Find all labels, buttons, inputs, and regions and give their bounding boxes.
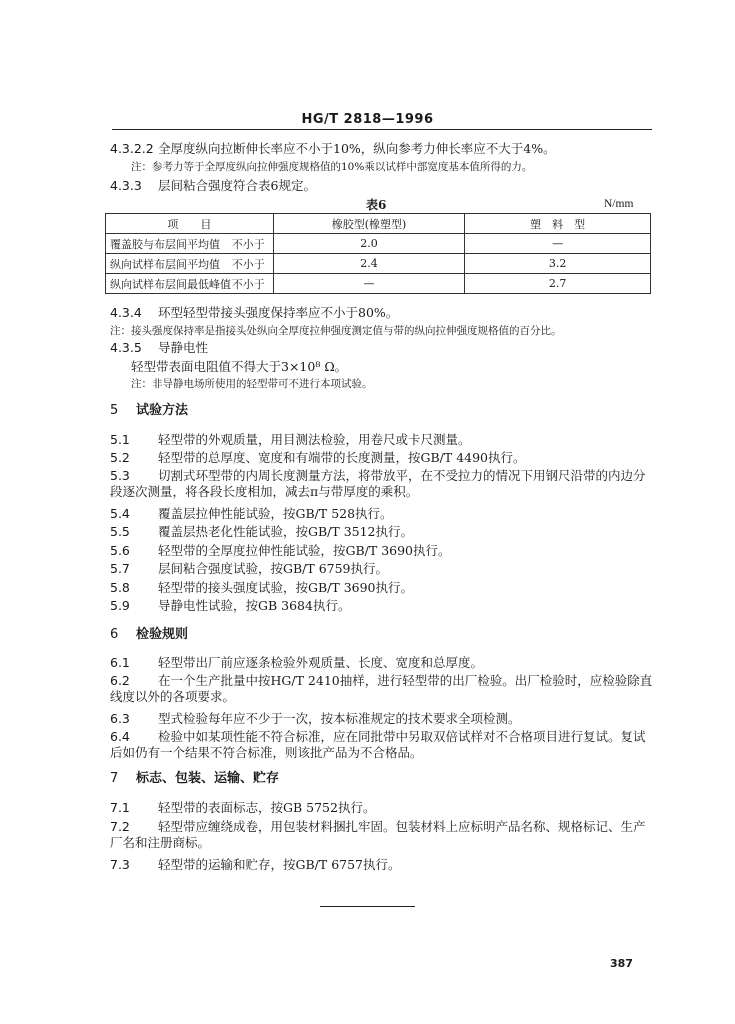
clause-5-1 <box>110 432 471 448</box>
clause-number: 6.3 <box>110 711 130 726</box>
clause-5-5 <box>110 524 413 540</box>
clause-number: 5.1 <box>110 432 130 447</box>
row-limit: 不小于 <box>231 237 265 251</box>
clause-text: 型式检验每年应不少于一次，按本标准规定的技术要求全项检测。 <box>158 711 521 726</box>
clause-number: 6.1 <box>110 655 130 670</box>
clause-7-3 <box>110 857 401 873</box>
clause-text: 轻型带的总厚度、宽度和有端带的长度测量，按GB/T 4490执行。 <box>158 450 526 465</box>
clause-text: 环型轻型带接头强度保持率应不小于80%。 <box>158 305 399 320</box>
page-number: 387 <box>610 957 633 970</box>
clause-7-1 <box>110 800 375 816</box>
clause-number: 7.2 <box>110 819 130 834</box>
table-header-row <box>106 214 651 234</box>
clause-number: 5.8 <box>110 580 130 595</box>
clause-text: 轻型带的运输和贮存，按GB/T 6757执行。 <box>158 857 401 872</box>
clause-text: 切割式环型带的内周长度测量方法，将带放平，在不受拉力的情况下用钢尺沿带的内边分段逐次测量，将各段长度相加，减去π与带厚度的乘积。 <box>110 468 646 499</box>
clause-text: 在一个生产批量中按HG/T 2410抽样，进行轻型带的出厂检验。出厂检验时，应检验除直线度以外的各项要求。 <box>110 673 653 704</box>
section-number: 7 <box>110 771 119 786</box>
clause-number: 5.9 <box>110 598 130 613</box>
clause-text: 检验中如某项性能不符合标准，应在同批带中另取双倍试样对不合格项目进行复试。复试后如仍有一个结果不符合标准，则该批产品为不合格品。 <box>110 729 646 760</box>
section-title: 标志、包装、运输、贮存 <box>136 771 280 786</box>
row-item: 覆盖胶与布层间平均值 <box>110 237 220 251</box>
row-limit: 不小于 <box>231 277 265 291</box>
cell-plastic: 3.2 <box>465 254 651 274</box>
clause-5-2 <box>110 450 526 466</box>
cell-plastic: — <box>465 234 651 254</box>
clause-text: 轻型带应缠绕成卷，用包装材料捆扎牢固。包装材料上应标明产品名称、规格标记、生产厂名和注册商标。 <box>110 819 646 850</box>
col-header-plastic: 塑 料 型 <box>465 214 651 234</box>
clause-text: 覆盖层热老化性能试验，按GB/T 3512执行。 <box>158 524 414 539</box>
clause-text: 导静电性 <box>158 340 209 355</box>
section-number: 6 <box>110 627 119 642</box>
clause-6-2 <box>110 673 655 705</box>
cell-rubber: 2.4 <box>273 254 465 274</box>
clause-5-3 <box>110 468 655 500</box>
clause-4-3-2-2 <box>110 141 556 157</box>
clause-number: 6.2 <box>110 673 130 688</box>
clause-text: 层间粘合强度符合表6规定。 <box>158 178 316 193</box>
table-unit: N/mm <box>604 198 634 210</box>
clause-4-3-5-body: 轻型带表面电阻值不得大于3×10⁸ Ω。 <box>131 359 348 374</box>
clause-text: 层间粘合强度试验，按GB/T 6759执行。 <box>158 561 389 576</box>
table-caption: 表6 <box>366 198 387 212</box>
clause-number: 7.3 <box>110 857 130 872</box>
cell-plastic: 2.7 <box>465 274 651 294</box>
clause-number: 4.3.3 <box>110 178 142 193</box>
clause-number: 6.4 <box>110 729 130 744</box>
clause-number: 5.6 <box>110 543 130 558</box>
clause-5-6 <box>110 543 451 559</box>
clause-text: 轻型带的表面标志，按GB 5752执行。 <box>158 800 376 815</box>
clause-text: 轻型带的接头强度试验，按GB/T 3690执行。 <box>158 580 414 595</box>
note-4-3-2-2: 注：参考力等于全厚度纵向拉伸强度规格值的10%乘以试样中部宽度基本值所得的力。 <box>131 161 533 173</box>
note-4-3-4: 注：接头强度保持率是指接头处纵向全厚度拉伸强度测定值与带的纵向拉伸强度规格值的百分比。 <box>110 325 562 337</box>
clause-5-8 <box>110 580 413 596</box>
clause-number: 4.3.2.2 <box>110 141 154 156</box>
clause-number: 5.2 <box>110 450 130 465</box>
clause-number: 5.4 <box>110 506 130 521</box>
table-row <box>106 234 651 254</box>
section-title: 试验方法 <box>136 403 189 418</box>
clause-4-3-4 <box>110 305 398 321</box>
col-header-rubber: 橡胶型(橡塑型) <box>273 214 465 234</box>
clause-text: 全厚度纵向拉断伸长率应不小于10%，纵向参考力伸长率应不大于4%。 <box>158 141 556 156</box>
section-title: 检验规则 <box>136 627 189 642</box>
clause-5-7 <box>110 561 388 577</box>
row-item: 纵向试样布层间最低峰值 <box>110 277 231 291</box>
clause-text: 轻型带的全厚度拉伸性能试验，按GB/T 3690执行。 <box>158 543 451 558</box>
clause-text: 轻型带出厂前应逐条检验外观质量、长度、宽度和总厚度。 <box>158 655 484 670</box>
row-label <box>106 274 274 294</box>
cell-rubber: 2.0 <box>273 234 465 254</box>
row-item: 纵向试样布层间平均值 <box>110 257 220 271</box>
section-number: 5 <box>110 403 119 418</box>
clause-5-9 <box>110 598 350 614</box>
cell-rubber: — <box>273 274 465 294</box>
clause-text: 轻型带的外观质量，用目测法检验，用卷尺或卡尺测量。 <box>158 432 471 447</box>
clause-6-3 <box>110 711 521 727</box>
row-label <box>106 234 274 254</box>
section-6-heading <box>110 627 188 643</box>
clause-6-1 <box>110 655 483 671</box>
clause-number: 7.1 <box>110 800 130 815</box>
clause-7-2 <box>110 819 655 851</box>
section-5-heading <box>110 403 188 419</box>
page-header: HG/T 2818—1996 <box>301 112 434 127</box>
clause-number: 4.3.5 <box>110 340 142 355</box>
header-rule <box>112 129 652 130</box>
clause-4-3-5 <box>110 340 208 356</box>
clause-number: 5.5 <box>110 524 130 539</box>
row-limit: 不小于 <box>231 257 265 271</box>
clause-6-4 <box>110 729 655 761</box>
clause-text: 覆盖层拉伸性能试验，按GB/T 528执行。 <box>158 506 393 521</box>
clause-number: 5.7 <box>110 561 130 576</box>
note-4-3-5: 注：非导静电场所使用的轻型带可不进行本项试验。 <box>131 378 373 390</box>
section-7-heading <box>110 771 279 787</box>
col-header-item: 项 目 <box>106 214 274 234</box>
table-6 <box>105 213 651 294</box>
clause-text: 导静电性试验，按GB 3684执行。 <box>158 598 351 613</box>
table-row <box>106 254 651 274</box>
table-row <box>106 274 651 294</box>
end-rule <box>320 906 415 907</box>
clause-5-4 <box>110 506 393 522</box>
clause-4-3-3 <box>110 178 316 194</box>
row-label <box>106 254 274 274</box>
clause-number: 5.3 <box>110 468 130 483</box>
clause-number: 4.3.4 <box>110 305 142 320</box>
